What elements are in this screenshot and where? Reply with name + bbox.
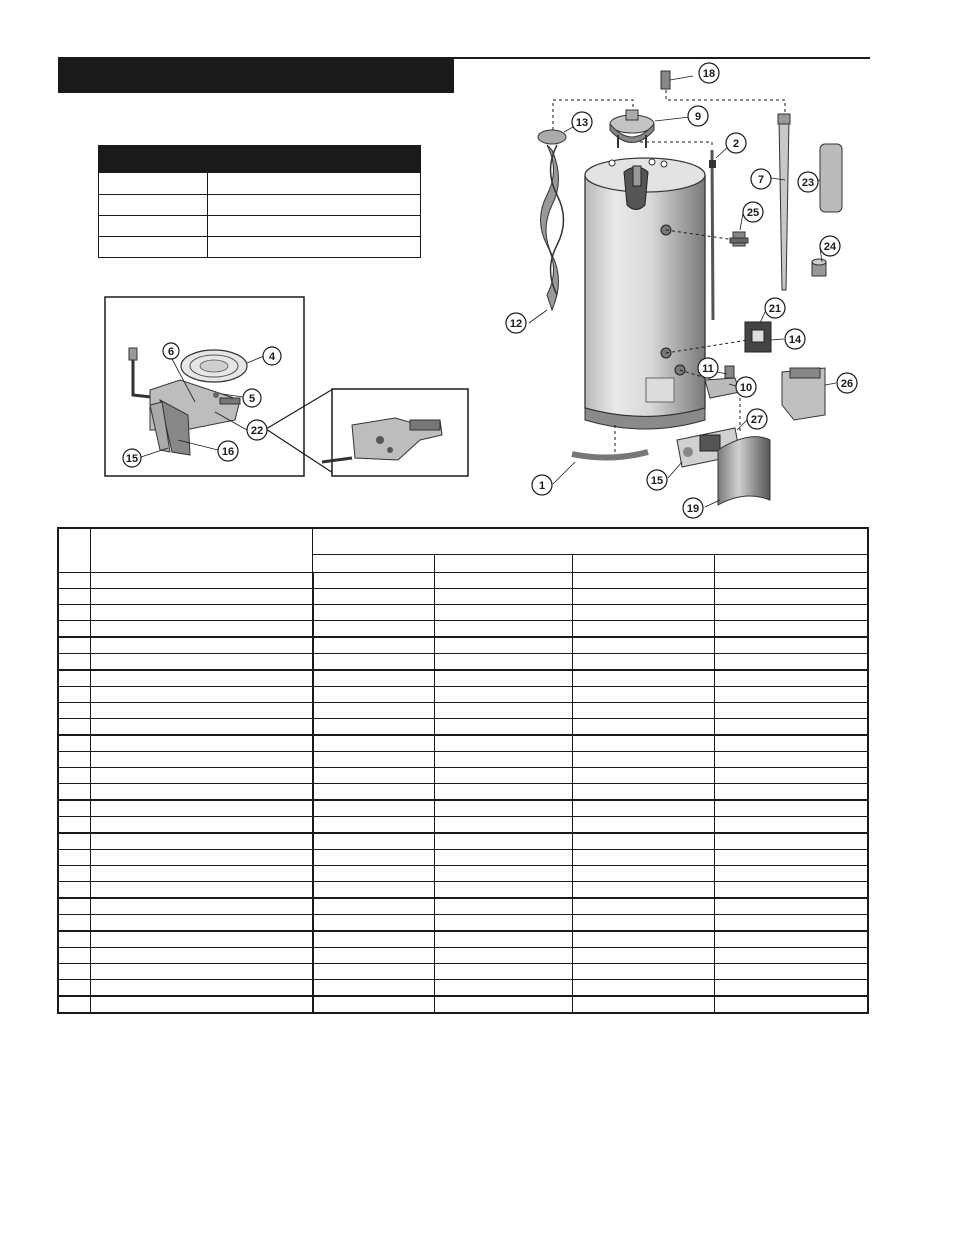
table-cell bbox=[91, 670, 313, 687]
table-cell bbox=[313, 996, 435, 1013]
table-cell bbox=[435, 589, 573, 605]
table-cell bbox=[91, 996, 313, 1013]
callout-5 bbox=[243, 389, 261, 407]
table-cell bbox=[435, 621, 573, 638]
callout-23 bbox=[798, 172, 818, 192]
table-cell bbox=[435, 687, 573, 703]
relief-valve-icon bbox=[730, 232, 748, 246]
table-row bbox=[58, 964, 868, 980]
table-row bbox=[58, 833, 868, 850]
table-cell bbox=[91, 800, 313, 817]
callout-2 bbox=[726, 133, 746, 153]
table-cell bbox=[58, 719, 91, 736]
table-cell bbox=[435, 654, 573, 671]
table-cell bbox=[58, 768, 91, 784]
table-cell bbox=[58, 866, 91, 882]
table-cell bbox=[58, 784, 91, 801]
table-cell bbox=[435, 735, 573, 752]
svg-text:15: 15 bbox=[125, 453, 139, 465]
table-row bbox=[58, 784, 868, 801]
table-cell bbox=[715, 915, 869, 932]
table-cell bbox=[313, 817, 435, 834]
table-cell bbox=[435, 882, 573, 899]
table-cell bbox=[573, 931, 715, 948]
table-cell bbox=[573, 980, 715, 997]
table-cell bbox=[573, 833, 715, 850]
table-cell bbox=[573, 654, 715, 671]
svg-text:10: 10 bbox=[739, 382, 753, 394]
table-cell bbox=[715, 866, 869, 882]
table-cell bbox=[715, 719, 869, 736]
table-cell bbox=[58, 573, 91, 589]
pilot-zoom-inset bbox=[322, 389, 468, 476]
table-cell bbox=[715, 621, 869, 638]
nipple-icon bbox=[661, 71, 670, 89]
table-cell bbox=[435, 964, 573, 980]
table-cell bbox=[435, 817, 573, 834]
table-cell bbox=[58, 817, 91, 834]
svg-text:15: 15 bbox=[650, 475, 664, 487]
svg-text:18: 18 bbox=[702, 68, 716, 80]
parts-list-table bbox=[57, 527, 869, 1014]
table-row bbox=[58, 573, 868, 589]
table-row bbox=[58, 752, 868, 768]
table-cell bbox=[435, 931, 573, 948]
table-cell bbox=[313, 980, 435, 997]
table-cell bbox=[313, 898, 435, 915]
table-cell bbox=[573, 752, 715, 768]
table-cell bbox=[435, 948, 573, 964]
callout-10 bbox=[736, 377, 756, 397]
table-cell bbox=[313, 948, 435, 964]
gas-valve-icon bbox=[745, 322, 771, 352]
callout-26 bbox=[837, 373, 857, 393]
table-row bbox=[58, 931, 868, 948]
table-cell bbox=[91, 621, 313, 638]
jacket-cover-icon bbox=[782, 368, 825, 420]
table-cell bbox=[313, 687, 435, 703]
table-cell bbox=[313, 833, 435, 850]
table-cell bbox=[313, 850, 435, 866]
table-cell bbox=[573, 637, 715, 654]
table-cell bbox=[58, 752, 91, 768]
table-cell bbox=[573, 573, 715, 589]
flex-connector-icon bbox=[572, 452, 648, 458]
table-cell bbox=[573, 621, 715, 638]
table-cell bbox=[58, 703, 91, 719]
table-cell bbox=[58, 654, 91, 671]
col-header-item bbox=[58, 528, 91, 573]
table-cell bbox=[58, 637, 91, 654]
table-cell bbox=[91, 735, 313, 752]
table-cell bbox=[573, 687, 715, 703]
table-cell bbox=[715, 800, 869, 817]
table-cell bbox=[313, 752, 435, 768]
table-cell bbox=[91, 948, 313, 964]
table-cell bbox=[313, 637, 435, 654]
svg-text:9: 9 bbox=[694, 111, 702, 123]
table-row bbox=[58, 605, 868, 621]
table-cell bbox=[573, 784, 715, 801]
table-cell bbox=[58, 589, 91, 605]
table-cell bbox=[573, 915, 715, 932]
table-row bbox=[58, 866, 868, 882]
dip-tube-icon bbox=[709, 150, 716, 320]
table-cell bbox=[435, 996, 573, 1013]
callout-22 bbox=[247, 420, 267, 440]
table-cell bbox=[435, 784, 573, 801]
table-cell bbox=[91, 752, 313, 768]
parts-diagram bbox=[0, 0, 954, 525]
table-cell bbox=[58, 800, 91, 817]
table-cell bbox=[91, 573, 313, 589]
table-cell bbox=[313, 703, 435, 719]
table-cell bbox=[715, 882, 869, 899]
table-cell bbox=[91, 719, 313, 736]
table-cell bbox=[91, 768, 313, 784]
svg-text:22: 22 bbox=[250, 425, 264, 437]
table-cell bbox=[91, 703, 313, 719]
table-cell bbox=[435, 719, 573, 736]
svg-text:5: 5 bbox=[248, 393, 256, 405]
table-cell bbox=[715, 768, 869, 784]
table-cell bbox=[313, 931, 435, 948]
flue-baffle-icon bbox=[538, 130, 566, 310]
table-cell bbox=[313, 654, 435, 671]
callout-7 bbox=[751, 169, 771, 189]
table-cell bbox=[313, 800, 435, 817]
table-row bbox=[58, 996, 868, 1013]
table-cell bbox=[715, 752, 869, 768]
svg-text:26: 26 bbox=[840, 378, 854, 390]
table-cell bbox=[313, 735, 435, 752]
svg-text:11: 11 bbox=[702, 363, 714, 375]
callout-11 bbox=[698, 358, 718, 378]
table-cell bbox=[313, 589, 435, 605]
table-row bbox=[58, 768, 868, 784]
table-cell bbox=[58, 964, 91, 980]
table-cell bbox=[715, 637, 869, 654]
table-cell bbox=[58, 850, 91, 866]
table-cell bbox=[435, 605, 573, 621]
svg-text:14: 14 bbox=[788, 334, 802, 346]
callout-25 bbox=[743, 202, 763, 222]
table-cell bbox=[715, 735, 869, 752]
table-cell bbox=[573, 703, 715, 719]
svg-text:4: 4 bbox=[268, 351, 276, 363]
callout-15-inset bbox=[123, 449, 141, 467]
table-cell bbox=[715, 784, 869, 801]
callout-14 bbox=[785, 329, 805, 349]
table-cell bbox=[573, 735, 715, 752]
table-cell bbox=[715, 980, 869, 997]
table-row bbox=[58, 850, 868, 866]
table-cell bbox=[58, 915, 91, 932]
table-cell bbox=[715, 703, 869, 719]
callout-1 bbox=[532, 475, 552, 495]
table-cell bbox=[573, 768, 715, 784]
table-cell bbox=[573, 589, 715, 605]
table-cell bbox=[715, 670, 869, 687]
table-cell bbox=[58, 898, 91, 915]
callout-16 bbox=[218, 441, 238, 461]
table-cell bbox=[91, 866, 313, 882]
svg-text:23: 23 bbox=[801, 177, 815, 189]
callout-13 bbox=[572, 112, 592, 132]
svg-text:27: 27 bbox=[750, 414, 764, 426]
table-cell bbox=[91, 589, 313, 605]
svg-text:16: 16 bbox=[221, 446, 235, 458]
table-cell bbox=[435, 703, 573, 719]
table-row bbox=[58, 670, 868, 687]
table-cell bbox=[91, 915, 313, 932]
callout-24 bbox=[820, 236, 840, 256]
table-cell bbox=[435, 980, 573, 997]
callout-19 bbox=[683, 498, 703, 518]
table-cell bbox=[435, 637, 573, 654]
table-cell bbox=[573, 996, 715, 1013]
table-row bbox=[58, 898, 868, 915]
table-cell bbox=[58, 948, 91, 964]
svg-text:1: 1 bbox=[538, 480, 546, 492]
table-cell bbox=[573, 964, 715, 980]
table-cell bbox=[715, 833, 869, 850]
table-cell bbox=[435, 573, 573, 589]
col-header-model-1 bbox=[313, 555, 435, 573]
table-row bbox=[58, 800, 868, 817]
table-row bbox=[58, 703, 868, 719]
anode-rod-icon bbox=[778, 114, 790, 290]
table-cell bbox=[313, 605, 435, 621]
svg-text:25: 25 bbox=[746, 207, 760, 219]
outer-door-icon bbox=[718, 437, 770, 505]
svg-text:12: 12 bbox=[509, 318, 523, 330]
callout-15 bbox=[647, 470, 667, 490]
table-cell bbox=[573, 800, 715, 817]
table-cell bbox=[715, 964, 869, 980]
table-cell bbox=[91, 850, 313, 866]
col-header-part-numbers bbox=[313, 528, 869, 555]
table-cell bbox=[91, 833, 313, 850]
callout-27 bbox=[747, 409, 767, 429]
table-cell bbox=[91, 898, 313, 915]
table-row bbox=[58, 654, 868, 671]
table-cell bbox=[313, 573, 435, 589]
table-cell bbox=[91, 931, 313, 948]
table-cell bbox=[715, 996, 869, 1013]
table-cell bbox=[715, 931, 869, 948]
table-cell bbox=[91, 637, 313, 654]
table-cell bbox=[435, 898, 573, 915]
water-heater-tank bbox=[585, 158, 705, 429]
table-row bbox=[58, 719, 868, 736]
table-row bbox=[58, 589, 868, 605]
table-cell bbox=[435, 800, 573, 817]
callout-6 bbox=[163, 343, 179, 359]
table-cell bbox=[573, 898, 715, 915]
table-cell bbox=[58, 882, 91, 899]
table-cell bbox=[91, 980, 313, 997]
table-row bbox=[58, 687, 868, 703]
table-cell bbox=[573, 882, 715, 899]
table-cell bbox=[715, 589, 869, 605]
table-cell bbox=[573, 605, 715, 621]
table-row bbox=[58, 637, 868, 654]
table-row bbox=[58, 915, 868, 932]
svg-text:2: 2 bbox=[732, 138, 740, 150]
svg-text:19: 19 bbox=[686, 503, 700, 515]
insulation-icon bbox=[820, 144, 842, 212]
table-cell bbox=[58, 833, 91, 850]
svg-text:6: 6 bbox=[167, 346, 175, 358]
table-cell bbox=[715, 573, 869, 589]
table-cell bbox=[435, 752, 573, 768]
table-cell bbox=[58, 980, 91, 997]
col-header-model-4 bbox=[715, 555, 869, 573]
table-cell bbox=[313, 719, 435, 736]
col-header-model-2 bbox=[435, 555, 573, 573]
table-cell bbox=[573, 817, 715, 834]
table-cell bbox=[313, 768, 435, 784]
col-header-description bbox=[91, 528, 313, 573]
table-cell bbox=[58, 735, 91, 752]
table-cell bbox=[313, 621, 435, 638]
table-cell bbox=[435, 768, 573, 784]
table-cell bbox=[573, 670, 715, 687]
table-cell bbox=[435, 670, 573, 687]
table-cell bbox=[435, 915, 573, 932]
table-cell bbox=[715, 687, 869, 703]
table-cell bbox=[58, 670, 91, 687]
table-row bbox=[58, 980, 868, 997]
table-cell bbox=[313, 784, 435, 801]
table-row bbox=[58, 735, 868, 752]
table-cell bbox=[58, 621, 91, 638]
svg-text:13: 13 bbox=[575, 117, 589, 129]
table-cell bbox=[313, 670, 435, 687]
table-cell bbox=[715, 817, 869, 834]
callout-21 bbox=[765, 298, 785, 318]
callout-18 bbox=[699, 63, 719, 83]
table-row bbox=[58, 817, 868, 834]
table-cell bbox=[573, 719, 715, 736]
table-cell bbox=[715, 654, 869, 671]
table-cell bbox=[91, 687, 313, 703]
table-cell bbox=[715, 898, 869, 915]
svg-text:7: 7 bbox=[757, 174, 765, 186]
table-cell bbox=[715, 605, 869, 621]
table-cell bbox=[435, 866, 573, 882]
table-cell bbox=[91, 605, 313, 621]
svg-text:21: 21 bbox=[768, 303, 782, 315]
table-row bbox=[58, 948, 868, 964]
table-cell bbox=[573, 866, 715, 882]
table-cell bbox=[91, 784, 313, 801]
table-cell bbox=[91, 654, 313, 671]
table-cell bbox=[435, 833, 573, 850]
table-row bbox=[58, 621, 868, 638]
callout-12 bbox=[506, 313, 526, 333]
table-cell bbox=[435, 850, 573, 866]
svg-text:24: 24 bbox=[823, 241, 837, 253]
table-cell bbox=[58, 687, 91, 703]
table-cell bbox=[313, 882, 435, 899]
table-cell bbox=[58, 605, 91, 621]
table-cell bbox=[313, 915, 435, 932]
table-cell bbox=[715, 948, 869, 964]
table-cell bbox=[91, 964, 313, 980]
col-header-model-3 bbox=[573, 555, 715, 573]
table-cell bbox=[58, 931, 91, 948]
table-cell bbox=[313, 866, 435, 882]
table-cell bbox=[573, 850, 715, 866]
table-cell bbox=[58, 996, 91, 1013]
table-cell bbox=[715, 850, 869, 866]
callout-4 bbox=[263, 347, 281, 365]
fitting-icon bbox=[812, 259, 826, 276]
table-row bbox=[58, 882, 868, 899]
table-cell bbox=[91, 817, 313, 834]
table-cell bbox=[91, 882, 313, 899]
table-cell bbox=[313, 964, 435, 980]
callout-9 bbox=[688, 106, 708, 126]
table-cell bbox=[573, 948, 715, 964]
